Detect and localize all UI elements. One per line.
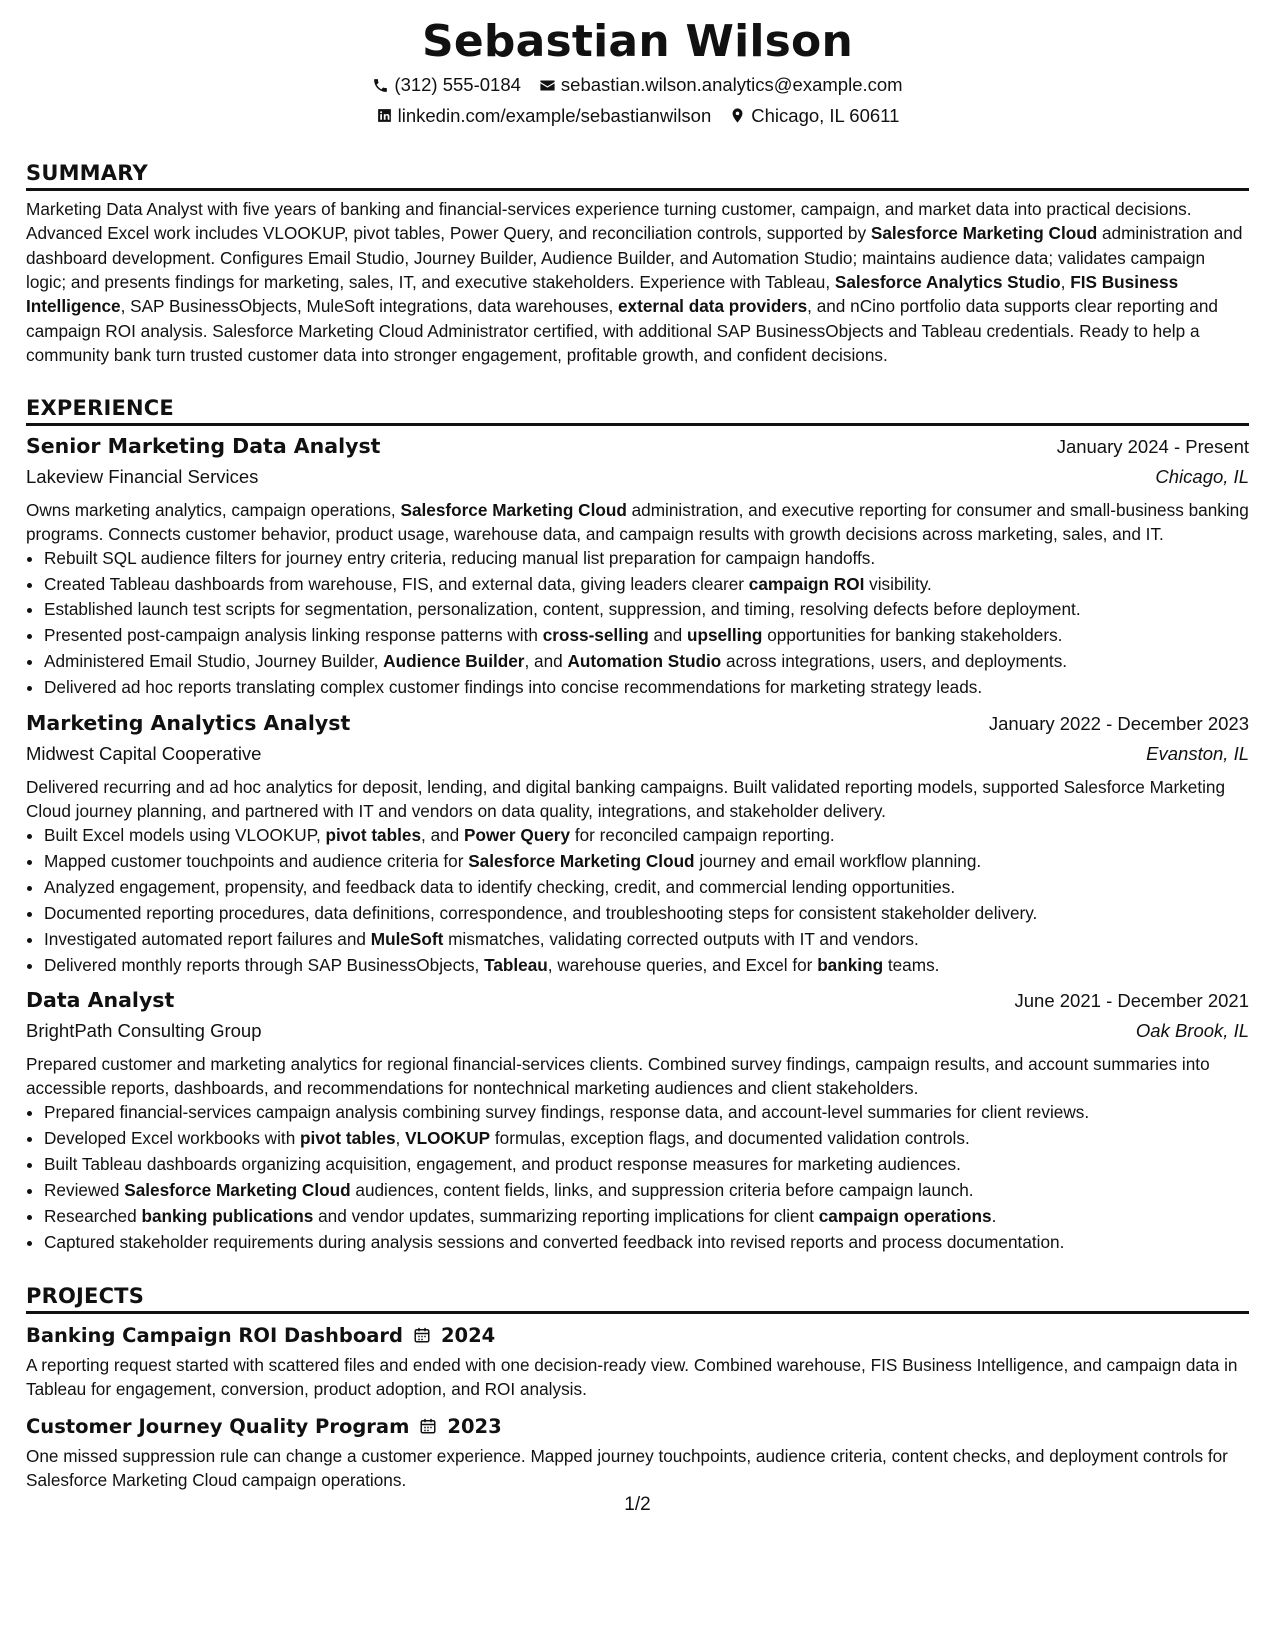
job-dates: January 2022 - December 2023 (988, 713, 1249, 735)
job-bullets (26, 546, 1249, 701)
bullet-item (44, 1126, 1249, 1152)
bold-text: Power Query (464, 825, 571, 846)
bullet-item (44, 675, 1249, 701)
text-run: . (991, 1206, 997, 1227)
candidate-name: Sebastian Wilson (422, 16, 853, 67)
project-entry (26, 1415, 1249, 1492)
location-contact (729, 105, 899, 127)
bold-text: upselling (686, 625, 763, 646)
text-run: , and (524, 651, 568, 672)
job-location: Oak Brook, IL (1135, 1020, 1249, 1042)
text-run: Presented post-campaign analysis linking response patterns with (44, 625, 543, 646)
bold-text: Salesforce Marketing Cloud (400, 499, 627, 520)
project-header (26, 1415, 1249, 1438)
text-run: and (648, 625, 687, 646)
text-run: Prepared financial-services campaign analysis combining survey findings, response data, and account-level summaries for client reviews. (44, 1102, 1090, 1123)
job-entry (26, 434, 1249, 701)
bold-text: pivot tables (300, 1128, 396, 1149)
text-run: Administered Email Studio, Journey Builder, (44, 651, 384, 672)
bullet-item (44, 1204, 1249, 1230)
job-entry (26, 988, 1249, 1255)
text-run: Analyzed engagement, propensity, and feedback data to identify checking, credit, and commercial lending opportunities. (44, 876, 956, 897)
job-description (26, 1052, 1249, 1100)
job-location: Evanston, IL (1146, 743, 1249, 765)
job-dates: June 2021 - December 2021 (1014, 990, 1249, 1012)
text-run: Delivered monthly reports through SAP BusinessObjects, (44, 954, 485, 975)
bullet-item (44, 927, 1249, 953)
linkedin-contact[interactable] (376, 105, 712, 127)
bold-text: Salesforce Marketing Cloud (124, 1180, 351, 1201)
summary-heading: SUMMARY (26, 161, 1249, 191)
project-entry (26, 1324, 1249, 1401)
bullet-item (44, 1100, 1249, 1126)
text-run: mismatches, validating corrected outputs with IT and vendors. (443, 928, 919, 949)
bold-text: pivot tables (325, 825, 422, 846)
project-description: A reporting request started with scattered files and ended with one decision-ready view. Combined warehouse, FIS Business Intelligence, and campaign data in Tableau for engagement, conversion, product adoption, and ROI analysis. (26, 1354, 1238, 1399)
location-text: Chicago, IL 60611 (751, 104, 900, 126)
bullet-item (44, 572, 1249, 598)
job-description (26, 498, 1249, 546)
bold-text: banking (817, 954, 884, 975)
calendar-icon (419, 1417, 437, 1435)
company-name: Lakeview Financial Services (26, 465, 259, 487)
project-description: One missed suppression rule can change a customer experience. Mapped journey touchpoints, audience criteria, content checks, and deployment controls for Salesforce Marketing Cloud campaign operations. (26, 1445, 1228, 1490)
project-header (26, 1324, 1249, 1347)
bullet-item (44, 901, 1249, 927)
text-run: Delivered recurring and ad hoc analytics for deposit, lending, and digital banking campaigns. Built validated reporting models, supported Salesforce Marketing Cloud journey planning, and partnered with IT and vendors on data quality, integrations, and stakeholder delivery. (26, 777, 1226, 822)
text-run: Captured stakeholder requirements during analysis sessions and converted feedback into revised reports and process documentation. (44, 1232, 1065, 1253)
phone-number: (312) 555-0184 (394, 74, 521, 96)
text-run: Built Excel models using VLOOKUP, (44, 825, 326, 846)
linkedin-icon (376, 107, 393, 124)
project-name: Customer Journey Quality Program (26, 1414, 410, 1438)
text-run: Built Tableau dashboards organizing acquisition, engagement, and product response measures for marketing audiences. (44, 1154, 961, 1175)
contact-row-1 (26, 74, 1249, 96)
text-run: Rebuilt SQL audience filters for journey entry criteria, reducing manual list preparation for campaign handoffs. (44, 547, 876, 568)
job-bullets (26, 1100, 1249, 1255)
job-title: Senior Marketing Data Analyst (26, 433, 381, 458)
text-run: , and nCino portfolio data supports clear reporting and campaign ROI analysis. Salesforce Marketing Cloud Administrator certified, with additional SAP BusinessObjects and Tableau credentials. Ready to help a community bank turn trusted customer data into stronger engagement, profitable growth, and confident decisions. (26, 296, 1218, 366)
envelope-icon (539, 77, 556, 94)
text-run: Reviewed (44, 1180, 125, 1201)
map-pin-icon (729, 107, 746, 124)
bullet-item (44, 1152, 1249, 1178)
company-name: BrightPath Consulting Group (26, 1020, 262, 1042)
text-run: , (1060, 271, 1071, 292)
job-title: Marketing Analytics Analyst (26, 711, 351, 736)
bullet-item (44, 953, 1249, 979)
bold-text: Salesforce Marketing Cloud (468, 850, 695, 871)
text-run: Marketing Data Analyst with five years of banking and financial-services experience turning customer, campaign, and market data into practical decisions. Advanced Excel work includes VLOOKUP, pivot tables, Power Query, and reconciliation controls, supported by (26, 198, 1192, 244)
text-run: administration, and executive reporting for consumer and small-business banking programs. Connects customer behavior, product usage, warehouse data, and campaign results with growth decisions across marketing, sales, and IT. (26, 499, 1249, 544)
job-header (26, 434, 1249, 458)
bullet-item (44, 597, 1249, 623)
job-description (26, 775, 1249, 823)
phone-icon (372, 77, 389, 94)
project-name: Banking Campaign ROI Dashboard (26, 1323, 403, 1347)
text-run: Owns marketing analytics, campaign operations, (26, 499, 401, 520)
page-number: 1/2 (624, 1494, 651, 1515)
email-address[interactable]: sebastian.wilson.analytics@example.com (560, 74, 903, 96)
text-run: Established launch test scripts for segmentation, personalization, content, suppression, and timing, resolving defects before deployment. (44, 599, 1081, 620)
text-run: Researched (44, 1206, 142, 1227)
calendar-icon (413, 1326, 431, 1344)
linkedin-url[interactable]: linkedin.com/example/sebastianwilson (397, 104, 712, 126)
text-run: across integrations, users, and deployments. (721, 651, 1068, 672)
bold-text: campaign ROI (748, 573, 865, 594)
bullet-item (44, 849, 1249, 875)
experience-list (26, 434, 1249, 1256)
text-run: formulas, exception flags, and documented validation controls. (490, 1128, 970, 1149)
bold-text: VLOOKUP (405, 1128, 491, 1149)
text-run: for reconciled campaign reporting. (570, 825, 835, 846)
text-run: Created Tableau dashboards from warehouse, FIS, and external data, giving leaders clearer (44, 573, 749, 594)
job-subheader (26, 743, 1249, 765)
bold-text: Audience Builder (383, 651, 525, 672)
text-run: audiences, content fields, links, and suppression criteria before campaign launch. (350, 1180, 974, 1201)
text-run: Prepared customer and marketing analytics for regional financial-services clients. Combined survey findings, campaign results, and account summaries into accessible reports, dashboards, and recommendations for nontechnical marketing audiences and client stakeholders. (26, 1054, 1210, 1099)
job-bullets (26, 823, 1249, 978)
experience-heading: EXPERIENCE (26, 396, 1249, 426)
job-header (26, 711, 1249, 735)
bullet-item (44, 1230, 1249, 1256)
job-subheader (26, 466, 1249, 488)
text-run: visibility. (864, 573, 932, 594)
bullet-item (44, 546, 1249, 572)
bold-text: MuleSoft (370, 928, 444, 949)
company-name: Midwest Capital Cooperative (26, 743, 262, 765)
bold-text: Salesforce Analytics Studio (834, 271, 1061, 292)
bold-text: cross-selling (542, 625, 649, 646)
text-run: Developed Excel workbooks with (44, 1128, 301, 1149)
bullet-item (44, 623, 1249, 649)
text-run: , (395, 1128, 406, 1149)
text-run: teams. (883, 954, 940, 975)
text-run: Documented reporting procedures, data definitions, correspondence, and troubleshooting steps for consistent stakeholder delivery. (44, 902, 1038, 923)
text-run: , SAP BusinessObjects, MuleSoft integrations, data warehouses, (120, 296, 618, 317)
project-year: 2024 (440, 1323, 496, 1347)
email-contact[interactable] (539, 74, 903, 96)
text-run: Investigated automated report failures and (44, 928, 371, 949)
bold-text: Automation Studio (567, 651, 722, 672)
text-run: and vendor updates, summarizing reporting implications for client (313, 1206, 819, 1227)
text-run: Delivered ad hoc reports translating complex customer findings into concise recommendations for marketing strategy leads. (44, 677, 983, 698)
projects-heading: PROJECTS (26, 1284, 1249, 1314)
bullet-item (44, 649, 1249, 675)
project-year: 2023 (447, 1414, 502, 1438)
text-run: Mapped customer touchpoints and audience criteria for (44, 850, 469, 871)
bullet-item (44, 823, 1249, 849)
contact-row-2 (26, 105, 1249, 127)
job-subheader (26, 1020, 1249, 1042)
job-header (26, 988, 1249, 1012)
bold-text: Salesforce Marketing Cloud (870, 223, 1098, 244)
bullet-item (44, 1178, 1249, 1204)
text-run: , and (421, 825, 465, 846)
bold-text: FIS Business Intelligence (26, 271, 1179, 317)
text-run: opportunities for banking stakeholders. (762, 625, 1063, 646)
text-run: journey and email workflow planning. (694, 850, 982, 871)
bold-text: Tableau (484, 954, 548, 975)
job-entry (26, 711, 1249, 978)
bullet-item (44, 875, 1249, 901)
bold-text: campaign operations (818, 1206, 992, 1227)
job-title: Data Analyst (26, 988, 175, 1013)
bold-text: external data providers (618, 296, 808, 317)
bold-text: banking publications (141, 1206, 314, 1227)
job-location: Chicago, IL (1155, 465, 1249, 487)
text-run: administration and dashboard development. Configures Email Studio, Journey Builder, Audience Builder, and Automation Studio; maintains audience data; validates campaign logic; and presents findings for marketing, sales, IT, and executive stakeholders. Experience with Tableau, (26, 223, 1243, 292)
phone-contact (372, 74, 521, 96)
summary-text (26, 197, 1249, 368)
text-run: , warehouse queries, and Excel for (547, 954, 818, 975)
job-dates: January 2024 - Present (1056, 435, 1249, 457)
